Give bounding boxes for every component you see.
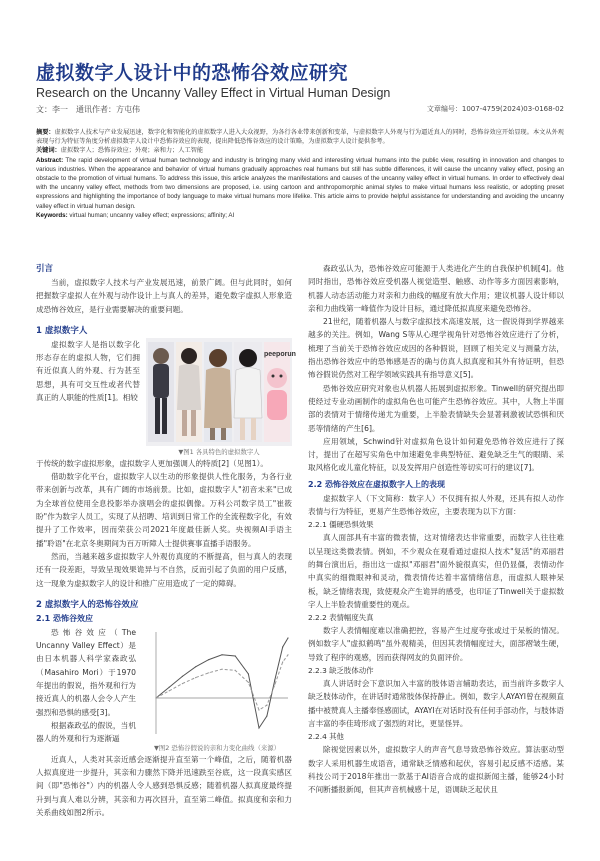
heading-section-2-1: 2.1 恐怖谷效应 (36, 613, 93, 623)
chart-point (282, 646, 283, 647)
left-column (36, 262, 296, 819)
paragraph-r4: 应用领域，Schwind针对虚拟角色设计如何避免恐怖谷效应进行了探讨，提出了在超写实角色中加速避免非典型特征、避免缺乏生气的眼睛、采取风格化或儿童化特征，以及发挥用户创造性等切实可行的建议[7]。 (308, 436, 564, 473)
paragraph-r1: 森政弘认为，恐怖谷效应可能源于人类进化产生的自我保护机制[4]。他同时指出，恐怖谷效应受机器人视觉造型、触感、动作等多方面因素影响，机器人动态活动能力对亲和力曲线的幅度有放大作用；建议机器人设计师以亲和力曲线第一峰值作为设计目标，通过降低拟真度来避免恐怖谷。 (308, 264, 564, 313)
chart-point (155, 697, 156, 698)
heading-section-2-2-3: 2.2.3 缺乏肢体动作 (308, 666, 374, 676)
figure-2-caption: ▼图2 恐怖谷假说的亲和力变化曲线（来源） (153, 743, 281, 752)
keywords-en (36, 211, 564, 220)
figure-1-image (146, 338, 296, 446)
chart-point (235, 670, 236, 671)
chart-point (169, 686, 170, 687)
figure-1 (146, 338, 296, 457)
paragraph-2-1a: 恐怖谷效应（The Uncanny Valley Effect）是由日本机器人科学家森政弘（Masahiro Mori）于1970年提出的假说，指外观和行为接近真人的机器人会令人产生强烈和恐惧的感受[3]。 (36, 627, 136, 717)
heading-intro: 引言 (36, 264, 54, 274)
chart-point (195, 666, 196, 667)
chart-point (287, 637, 288, 638)
chart-point (195, 677, 196, 678)
paragraph-r3: 恐怖谷效应研究对象也从机器人拓展到虚拟形象。Tinwell的研究提出即使经过专业动画制作的虚拟角色也可能产生恐怖谷效应。其中，人物上半面部的表情对于情绪传递尤为重要，上半脸表情缺失会显著刺激被试恐惧和厌恶等情绪的产生[6]。 (308, 383, 564, 433)
keywords-en-text: virtual human; uncanny valley effect; expressions; affinity; AI (69, 211, 235, 219)
chart-point (274, 679, 275, 680)
chart-point (208, 659, 209, 660)
chart-point (258, 709, 259, 710)
chart-point (221, 668, 222, 669)
chart-point (221, 654, 222, 655)
paragraph-intro: 当前，虚拟数字人技术与产业发展迅速，前景广阔。但与此同时，如何把握数字虚拟人在外观与动作设计上与真人的差异，避免数字虚拟人形象造成恐怖谷效应，是行业需要解决的重要问题。 (36, 278, 292, 314)
figure-1-logo-text: peeporun (264, 350, 296, 358)
paragraph-1a: 虚拟数字人是指以数字化形态存在的虚拟人物，它们拥有近似真人的外观、行为甚至思想，具有可交互性或者代替真正的人职能的性质[1]。相较 (36, 339, 140, 403)
chart-point (235, 655, 236, 656)
chart-point (282, 661, 283, 662)
abstract-en-label: Abstract: (36, 156, 64, 164)
section-2-1-wrap (36, 626, 292, 753)
chart-point (274, 684, 275, 685)
chart-point (169, 690, 170, 691)
paragraph-1c: 借助数字化平台，虚拟数字人以生动的形象提供人性化服务，为各行业带来创新与改革，具有广阔的市场前景。比如，虚拟数字人"初音未来"已成为全球首位使用全息投影举办演唱会的虚拟偶像。万科公司数字员工"崔筱盼"作为数字人员工，实现了从招聘、培训到日常工作的全流程数字化，有效提升了工作效率，因而荣获公司2021年度最佳新人奖。央视频AI手语主播"聆语"在北京冬奥期间为百万听障人士提供赛事直播手语服务。 (36, 472, 292, 548)
right-column (308, 262, 564, 796)
keywords-cn (36, 146, 564, 155)
heading-section-2-2-2: 2.2.2 表情幅度失真 (308, 613, 374, 623)
section-1-wrap (36, 338, 296, 457)
abstract-en-text: The rapid development of virtual human technology and industry is bringing many vivid and interesting virtual humans into the public view, resulting in innovation and changes to various industries. When the appearance and behavior of virtual humans gradually approaches real humans but still has subtle differences, it will cause the uncanny valley effect, posing an obstacle to the promotion of virtual humans. To address this issue, this article analyzes the manifestations and causes of the uncanny valley effect in virtual humans. In order to effectively deal with the uncanny valley effect, methods from two dimensions are proposed, i.e. using cartoon and anthropomorphic animal styles to make virtual humans less realistic, or adopting preset expressions and highlighting the importance of body language to make virtual humans more lifelike. This article aims to provide helpful assistance for understanding and avoiding the uncanny valley effect in virtual human design. (36, 156, 564, 210)
heading-section-2-2: 2.2 恐怖谷效应在虚拟数字人上的表现 (308, 479, 445, 489)
abstract-cn-label: 摘要： (36, 129, 55, 136)
keywords-cn-label: 关键词： (36, 147, 61, 155)
paragraph-2-2-2: 数字人表情幅度难以准确把控，容易产生过度夸张或过于呆板的情况。例如数字人"虚拟鹤鸣"虽外观精美，但因其表情幅度过大，面部褶皱生硬，导致了程序的观感，因而获得网友的负面评价。 (308, 626, 564, 662)
paragraph-2-2-4: 除视觉因素以外，虚拟数字人的声音气息导致恐怖谷效应。算法驱动型数字人采用机器生成语音，通常缺乏情感和起伏，容易引起反感不适感。某科技公司于2018年推出一款基于AI语音合成的虚拟新闻主播，能够24小时不间断播报新闻，但其声音机械感十足，语调缺乏起伏且 (308, 745, 564, 795)
chart-point (258, 727, 259, 728)
document-number: 文章编号：1007-4759(2024)03-0168-02 (426, 105, 564, 113)
chart-point (208, 672, 209, 673)
paragraph-1b: 于传统的数字虚拟形象，虚拟数字人更加强调人的特质[2]（见图1）。 (36, 458, 269, 468)
heading-section-2-2-4: 2.2.4 其他 (308, 732, 344, 742)
paper-title-cn: 虚拟数字人设计中的恐怖谷效应研究 (36, 62, 349, 84)
abstract-en (36, 156, 564, 211)
chart-point (248, 682, 249, 683)
heading-section-2-2-1: 2.2.1 僵硬恐惧效果 (308, 520, 374, 530)
heading-section-1: 1 虚拟数字人 (36, 325, 88, 336)
keywords-en-label: Keywords: (36, 211, 68, 219)
chart-point (266, 715, 267, 716)
paragraph-1d: 然而，当越来越多虚拟数字人外观仿真度的不断提高，但与真人的表现还有一段差距，导致呈现效果诡异与不自然，反而引起了负面的用户反感，这一现象为虚拟数字人的设计和推广应用造成了一定的障碍。 (36, 551, 292, 588)
chart-point (182, 676, 183, 677)
abstract-cn-text: 虚拟数字人技术与产业发展迅速，数字化和智能化的虚拟数字人进入大众视野，为各行各业带来创新和变革，与虚拟数字人外观与行为逼近真人的同时，恐怖谷效应开始显现。本文从外观表现与行为特征等角度分析虚拟数字人设计中恐怖谷效应的表现，提出降低恐怖谷效应的设计策略，为虚拟数字人设计提供参考。 (36, 129, 564, 146)
figure-2-chart (142, 626, 292, 742)
abstract-cn (36, 128, 564, 146)
author-line: 文：李一 通讯作者：方屯伟 (36, 105, 140, 114)
paragraph-2-2-1: 真人面部具有丰富的微表情，这对情绪表达非常重要，而数字人往往难以呈现这类微表情。例如，不少观众在观看通过虚拟人技术"复活"的邓丽君的舞台演出后，指出这一虚拟"邓丽君"面外貌很真实，但仍显僵，表情动作中真实的细微眼神和灵动，微表情传达着丰富情绪信息，而虚拟人眼神呆板，缺乏情绪表现，致使观众产生诡异的感受，也印证了Tinwell关于虚拟数字人上半脸表情重要性的观点。 (308, 533, 564, 609)
chart-point (266, 704, 267, 705)
uncanny-valley-curve (142, 626, 292, 742)
paragraph-2-1b: 根据森政弘的假说，当机器人的外观和行为逐渐逼 (36, 720, 136, 744)
chart-point (248, 673, 249, 674)
paragraph-2-2: 虚拟数字人（下文简称：数字人）不仅拥有拟人外观，还具有拟人动作表情与行为特征，更易产生恐怖谷效应，主要表现为以下方面： (308, 493, 564, 517)
figure-2 (142, 626, 292, 753)
paragraph-2-1c: 近真人，人类对其亲近感会逐渐提升直至第一个峰值，之后，随着机器人拟真度进一步提升，其亲和力骤然下降并迅速跌至谷底，这一段真实感区间（即"恐怖谷"）内的机器人令人感到恐惧反感；随着机器人拟真度最终提升到与真人难以分辨，其亲和力再次回升，直至第二峰值。拟真度和亲和力关系曲线如图2所示。 (36, 754, 292, 818)
paragraph-r2: 21世纪，随着机器人与数字虚拟技术高速发展，这一假说得到学界越来越多的关注。例如，Wang S等从心理学视角针对恐怖谷效应进行了分析，梳理了当前关于恐怖谷效应成因的各种假说，回顾了相关定义与测量方法，指出恐怖谷效应中的恐怖感是否的确与仿真人拟真度和其外有待证明，但恐怖谷假说仍然对工程学领域实践具有指导意义[5]。 (308, 317, 564, 380)
figure-1-caption: ▼图1 各具特色的虚拟数字人 (178, 447, 260, 456)
chart-point (182, 683, 183, 684)
heading-section-2: 2 虚拟数字人的恐怖谷效应 (36, 599, 139, 610)
abstract-block (36, 128, 564, 220)
chart-point (287, 654, 288, 655)
paragraph-2-2-3: 真人讲话时会下意识加入丰富的肢体语言辅助表达，而当前许多数字人缺乏肢体动作，在讲话时通常肢体保持静止。例如，数字人AYAYI曾在视频直播中被赞真人主播奉怪感面试，AYAYI在对话时没有任何手部动作，与肢体语言丰富的李佳琦形成了强烈的对比，更显怪异。 (308, 679, 564, 728)
chart-series-line-1 (156, 638, 288, 728)
paper-title-en: Research on the Uncanny Valley Effect in Virtual Human Design (36, 86, 391, 100)
keywords-cn-text: 虚拟数字人；恐怖谷效应；外观；亲和力；人工智能 (60, 147, 204, 155)
